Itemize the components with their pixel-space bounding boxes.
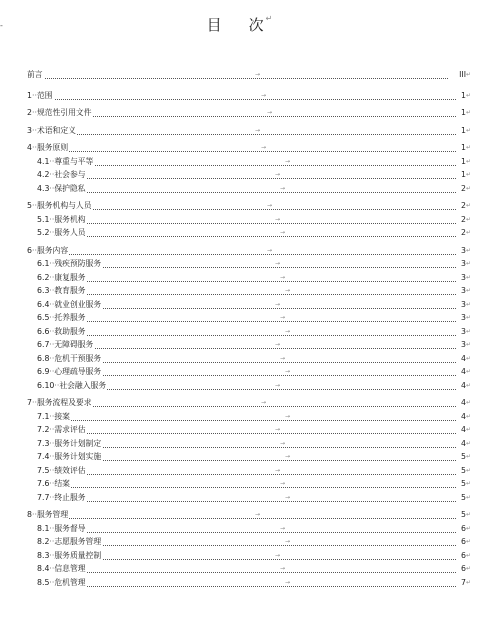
toc-entry-label: 6.4··就业创业服务: [37, 299, 102, 309]
toc-page-number: 1: [456, 125, 466, 137]
toc-entry-number: 8: [27, 510, 32, 519]
paragraph-mark-icon: ↵: [465, 453, 471, 460]
tab-arrow-icon: →: [275, 466, 281, 474]
toc-entry-text: 服务内容: [36, 245, 69, 255]
toc-entry[interactable]: [0, 69, 480, 81]
tab-arrow-icon: →: [285, 412, 291, 420]
paragraph-mark-icon: ↵: [465, 229, 471, 236]
toc-entry-label: 4.2··社会参与: [37, 170, 86, 179]
paragraph-mark-icon: ↵: [265, 14, 274, 23]
toc-entry-label: 6.2··康复服务: [37, 272, 86, 282]
toc-page-number: 6: [456, 550, 466, 562]
tab-arrow-icon: →: [275, 341, 281, 348]
toc-entry-text: 托养服务: [54, 313, 86, 322]
tab-arrow-icon: →: [267, 246, 273, 254]
dot-leader: [37, 180, 458, 193]
toc-entry[interactable]: [0, 90, 480, 102]
dot-leader: [37, 475, 458, 488]
dot-leader: [37, 462, 458, 475]
toc-entry-label: 8.1··服务督导: [37, 523, 86, 533]
tab-arrow-icon: →: [285, 493, 291, 501]
dot-leader: [27, 139, 458, 152]
toc-page-number: 2: [456, 214, 466, 226]
toc-entry-label: 4··服务原则: [27, 143, 69, 152]
toc-entry-text: 结案: [54, 479, 70, 488]
toc-entry-number: 3: [27, 125, 32, 135]
toc-entry-text: 志愿服务管理: [54, 537, 102, 546]
dot-leader: [27, 66, 458, 79]
toc-entry-label: 2··规范性引用文件: [27, 108, 92, 117]
dot-leader: [27, 122, 458, 135]
dot-leader: [37, 211, 458, 224]
paragraph-mark-icon: ↵: [465, 354, 471, 362]
toc-entry-number: 7.5: [37, 465, 50, 475]
toc-entry-number: 7.7: [37, 492, 50, 502]
paragraph-mark-icon: ↵: [465, 538, 471, 545]
toc-entry-label: 6.6··救助服务: [37, 326, 86, 336]
paragraph-mark-icon: ↵: [465, 287, 471, 294]
dot-leader: [37, 408, 458, 421]
tab-arrow-icon: →: [280, 524, 286, 532]
dot-leader: [37, 574, 458, 587]
toc-page-number: 5: [456, 492, 466, 504]
toc-entry-number: 4.1: [37, 156, 50, 166]
toc-entry-text: 需求评估: [54, 425, 86, 434]
tab-arrow-icon: →: [267, 202, 273, 209]
toc-entry-label: 3··术语和定义: [27, 125, 76, 135]
toc-page-number: 1: [456, 169, 466, 181]
paragraph-mark-icon: ↵: [465, 493, 471, 501]
dot-leader: [27, 87, 458, 100]
toc-entry[interactable]: [0, 577, 480, 589]
tab-arrow-icon: →: [285, 538, 291, 545]
toc-entry-label: 7.7··终止服务: [37, 492, 86, 502]
paragraph-mark-icon: ↵: [465, 71, 471, 78]
toc-entry-text: 术语和定义: [36, 125, 76, 135]
tab-arrow-icon: →: [275, 551, 281, 559]
tab-arrow-icon: →: [280, 439, 286, 447]
dot-leader: [37, 421, 458, 434]
toc-entry-label: 6.7··无障碍服务: [37, 340, 94, 349]
toc-page-number: 4: [456, 424, 466, 436]
toc-entry-text: 范围: [36, 90, 53, 100]
toc-entry[interactable]: [0, 107, 480, 119]
toc-entry-label: 6.9··心理疏导服务: [37, 367, 102, 376]
toc-page-number: 3: [456, 258, 466, 270]
toc-entry-number: 6.5: [37, 313, 50, 322]
toc-entry-number: 2: [27, 108, 32, 117]
toc-entry-label: 1··范围: [27, 90, 53, 100]
tab-arrow-icon: →: [285, 287, 291, 294]
toc-entry[interactable]: [0, 380, 480, 392]
toc-entry-number: 1: [27, 90, 32, 100]
dot-leader: [37, 520, 458, 533]
toc-entry-number: 6.8: [37, 353, 50, 363]
toc-entry-label: 6··服务内容: [27, 245, 69, 255]
tab-arrow-icon: →: [285, 157, 291, 165]
toc-entry-text: 绩效评估: [54, 465, 86, 475]
tab-arrow-icon: →: [280, 229, 286, 236]
toc-entry-text: 终止服务: [54, 492, 86, 502]
toc-page-number: 2: [456, 227, 466, 239]
toc-entry-number: 7.1: [37, 411, 50, 421]
toc-entry-text: 危机干预服务: [54, 353, 102, 363]
toc-entry-label: [27, 69, 44, 81]
toc-page-number: 4: [456, 366, 466, 378]
toc-entry-text: 就业创业服务: [54, 299, 102, 309]
tab-arrow-icon: →: [275, 426, 281, 433]
toc-page-number: 2: [456, 183, 466, 195]
toc-page-number: 3: [456, 326, 466, 338]
toc-entry-number: 5: [27, 201, 32, 210]
toc-entry-label: 5.1··服务机构: [37, 214, 86, 224]
toc-entry-number: 5.1: [37, 214, 50, 224]
paragraph-mark-icon: ↵: [465, 273, 471, 281]
toc-entry-text: 无障碍服务: [54, 340, 94, 349]
toc-page-number: 6: [456, 523, 466, 535]
toc-entry-number: 6.7: [37, 340, 50, 349]
tab-arrow-icon: →: [275, 260, 281, 267]
toc-page-number: 4: [456, 353, 466, 365]
dot-leader: [37, 489, 458, 502]
dot-leader: [27, 506, 458, 519]
toc-entry-text: 服务督导: [54, 523, 86, 533]
toc-entry-number: 8.4: [37, 564, 50, 573]
toc-entry-text: 服务管理: [36, 510, 69, 519]
toc-entry-label: 7.1··接案: [37, 411, 70, 421]
toc-entry-number: 6.10: [37, 380, 55, 390]
page-edge-marker: -: [0, 21, 3, 30]
paragraph-mark-icon: ↵: [465, 368, 471, 375]
toc-entry-number: 6.1: [37, 259, 50, 268]
dot-leader: [37, 336, 458, 349]
paragraph-mark-icon: ↵: [465, 565, 471, 572]
tab-arrow-icon: →: [275, 300, 281, 308]
toc-entry-number: 7.4: [37, 452, 50, 461]
toc-entry-number: 6.6: [37, 326, 50, 336]
toc-page-number: III: [448, 69, 466, 81]
toc-entry-label: 8··服务管理: [27, 510, 69, 519]
paragraph-mark-icon: ↵: [465, 144, 471, 151]
toc-page-number: 3: [456, 272, 466, 284]
toc-entry-text: 社会融入服务: [59, 380, 107, 390]
tab-arrow-icon: →: [275, 215, 281, 223]
toc-entry-number: 4.2: [37, 170, 50, 179]
paragraph-mark-icon: ↵: [465, 341, 471, 348]
toc-entry-text: 教育服务: [54, 286, 86, 295]
paragraph-mark-icon: ↵: [465, 260, 471, 267]
paragraph-mark-icon: ↵: [465, 524, 471, 532]
paragraph-mark-icon: ↵: [465, 426, 471, 433]
toc-page-number: 5: [456, 451, 466, 463]
toc-entry-number: 4.3: [37, 183, 50, 193]
toc-page-number: 5: [456, 478, 466, 490]
toc-entry-label: 5.2··服务人员: [37, 228, 86, 237]
dot-leader: [27, 242, 458, 255]
toc-entry-text: 前言: [27, 70, 43, 79]
toc-entry-text: 接案: [54, 411, 70, 421]
paragraph-mark-icon: ↵: [465, 202, 471, 209]
toc-entry-number: 8.3: [37, 550, 50, 560]
toc-entry-text: 信息管理: [54, 564, 86, 573]
toc-entry-label: 7.2··需求评估: [37, 425, 86, 434]
toc-page-number: 1: [456, 142, 466, 154]
toc-entry-label: 8.3··服务质量控制: [37, 550, 102, 560]
paragraph-mark-icon: ↵: [465, 381, 471, 389]
dot-leader: [37, 224, 458, 237]
paragraph-mark-icon: ↵: [465, 399, 471, 406]
tab-arrow-icon: →: [285, 578, 291, 586]
toc-entry-text: 服务原则: [36, 143, 69, 152]
toc-page-number: 6: [456, 563, 466, 575]
paragraph-mark-icon: ↵: [465, 126, 471, 134]
toc-entry[interactable]: [0, 227, 480, 239]
toc-entry-label: 8.5··危机管理: [37, 577, 86, 587]
toc-entry-label: 7.5··绩效评估: [37, 465, 86, 475]
dot-leader: [37, 269, 458, 282]
tab-arrow-icon: →: [275, 381, 281, 389]
dot-leader: [37, 282, 458, 295]
paragraph-mark-icon: ↵: [465, 157, 471, 165]
toc-page-number: 6: [456, 536, 466, 548]
tab-arrow-icon: →: [285, 368, 291, 375]
paragraph-mark-icon: ↵: [465, 511, 471, 518]
toc-page-number: 4: [456, 380, 466, 392]
tab-arrow-icon: →: [280, 565, 286, 572]
paragraph-mark-icon: ↵: [465, 412, 471, 420]
paragraph-mark-icon: ↵: [465, 184, 471, 192]
title-char-2: 次: [248, 16, 265, 34]
toc-entry-label: 7.3··服务计划制定: [37, 438, 102, 448]
toc-entry-label: 7.6··结案: [37, 479, 70, 488]
paragraph-mark-icon: ↵: [465, 327, 471, 335]
toc-entry-label: 6.8··危机干预服务: [37, 353, 102, 363]
toc-entry[interactable]: [0, 492, 480, 504]
paragraph-mark-icon: ↵: [465, 246, 471, 254]
toc-entry-text: 心理疏导服务: [54, 367, 102, 376]
toc-page-number: 4: [456, 397, 466, 409]
toc-entry-text: 康复服务: [54, 272, 86, 282]
toc-page-number: 5: [456, 465, 466, 477]
toc-page-number: 4: [456, 438, 466, 450]
toc-entry-label: 6.5··托养服务: [37, 313, 86, 322]
toc-entry-number: 5.2: [37, 228, 50, 237]
dot-leader: [37, 166, 458, 179]
toc-entry-label: 7··服务流程及要求: [27, 398, 92, 407]
toc-entry-number: 6.3: [37, 286, 50, 295]
title-char-1: 目: [206, 16, 223, 34]
toc-entry-text: 规范性引用文件: [36, 108, 92, 117]
toc-entry-label: 7.4··服务计划实施: [37, 452, 102, 461]
toc-entry-label: 4.3··保护隐私: [37, 183, 86, 193]
tab-arrow-icon: →: [261, 144, 267, 151]
dot-leader: [37, 323, 458, 336]
toc-page-number: 3: [456, 245, 466, 257]
toc-entry-label: 5··服务机构与人员: [27, 201, 92, 210]
page-title: [0, 14, 480, 35]
tab-arrow-icon: →: [255, 511, 261, 518]
toc-entry-number: 6.9: [37, 367, 50, 376]
tab-arrow-icon: →: [280, 184, 286, 192]
toc-page-number: 3: [456, 312, 466, 324]
tab-arrow-icon: →: [280, 314, 286, 321]
tab-arrow-icon: →: [255, 71, 261, 78]
toc-page-number: 7: [456, 577, 466, 589]
toc-entry-label: 6.10··社会融入服务: [37, 380, 107, 390]
toc-entry-text: 服务质量控制: [54, 550, 102, 560]
toc-page-number: 4: [456, 411, 466, 423]
toc-entry-text: 社会参与: [54, 170, 86, 179]
paragraph-mark-icon: ↵: [465, 439, 471, 447]
paragraph-mark-icon: ↵: [465, 551, 471, 559]
tab-arrow-icon: →: [267, 109, 273, 116]
paragraph-mark-icon: ↵: [465, 466, 471, 474]
toc-page-number: 3: [456, 285, 466, 297]
toc-entry-text: 服务人员: [54, 228, 86, 237]
tab-arrow-icon: →: [280, 354, 286, 362]
paragraph-mark-icon: ↵: [465, 215, 471, 223]
toc-entry-text: 危机管理: [54, 577, 86, 587]
paragraph-mark-icon: ↵: [465, 91, 471, 99]
toc-entry-number: 8.2: [37, 537, 50, 546]
toc-entry-number: 8.1: [37, 523, 50, 533]
paragraph-mark-icon: ↵: [465, 300, 471, 308]
toc-entry-label: 6.1··残疾预防服务: [37, 259, 102, 268]
toc-entry[interactable]: [0, 183, 480, 195]
toc-entry-number: 7: [27, 398, 32, 407]
tab-arrow-icon: →: [261, 91, 267, 99]
toc-page-number: 1: [456, 107, 466, 119]
toc-page-number: 1: [456, 90, 466, 102]
toc-entry-number: 7.2: [37, 425, 50, 434]
toc-entry-text: 残疾预防服务: [54, 259, 102, 268]
dot-leader: [37, 560, 458, 573]
tab-arrow-icon: →: [261, 399, 267, 406]
toc-entry[interactable]: [0, 125, 480, 137]
paragraph-mark-icon: ↵: [465, 171, 471, 178]
toc-entry-number: 7.3: [37, 438, 50, 448]
paragraph-mark-icon: ↵: [465, 109, 471, 116]
toc-entry-number: 4: [27, 143, 32, 152]
dot-leader: [37, 153, 458, 166]
paragraph-mark-icon: ↵: [465, 314, 471, 321]
toc-entry-text: 服务流程及要求: [36, 398, 92, 407]
toc-entry-label: 8.2··志愿服务管理: [37, 537, 102, 546]
tab-arrow-icon: →: [285, 453, 291, 460]
toc-entry-text: 服务机构与人员: [36, 201, 92, 210]
toc-entry-text: 服务计划实施: [54, 452, 102, 461]
toc-entry-number: 6.4: [37, 299, 50, 309]
tab-arrow-icon: →: [280, 273, 286, 281]
paragraph-mark-icon: ↵: [465, 578, 471, 586]
toc-page-number: 3: [456, 339, 466, 351]
toc-entry-number: 8.5: [37, 577, 50, 587]
tab-arrow-icon: →: [255, 126, 261, 134]
tab-arrow-icon: →: [285, 327, 291, 335]
toc-page-number: 3: [456, 299, 466, 311]
toc-entry-text: 服务机构: [54, 214, 86, 224]
tab-arrow-icon: →: [280, 480, 286, 487]
toc-page-number: 1: [456, 156, 466, 168]
toc-entry-number: 6.2: [37, 272, 50, 282]
tab-arrow-icon: →: [275, 171, 281, 178]
toc-entry-text: 尊重与平等: [54, 156, 94, 166]
toc-entry-text: 救助服务: [54, 326, 86, 336]
toc-entry-number: 6: [27, 245, 32, 255]
toc-page-number: 5: [456, 509, 466, 521]
toc-entry-text: 保护隐私: [54, 183, 86, 193]
toc-entry-label: 8.4··信息管理: [37, 564, 86, 573]
toc-page-number: 2: [456, 200, 466, 212]
paragraph-mark-icon: ↵: [465, 480, 471, 487]
toc-entry-label: 4.1··尊重与平等: [37, 156, 94, 166]
toc-entry-label: 6.3··教育服务: [37, 286, 86, 295]
dot-leader: [37, 309, 458, 322]
toc-entry-text: 服务计划制定: [54, 438, 102, 448]
toc-entry-number: 7.6: [37, 479, 50, 488]
